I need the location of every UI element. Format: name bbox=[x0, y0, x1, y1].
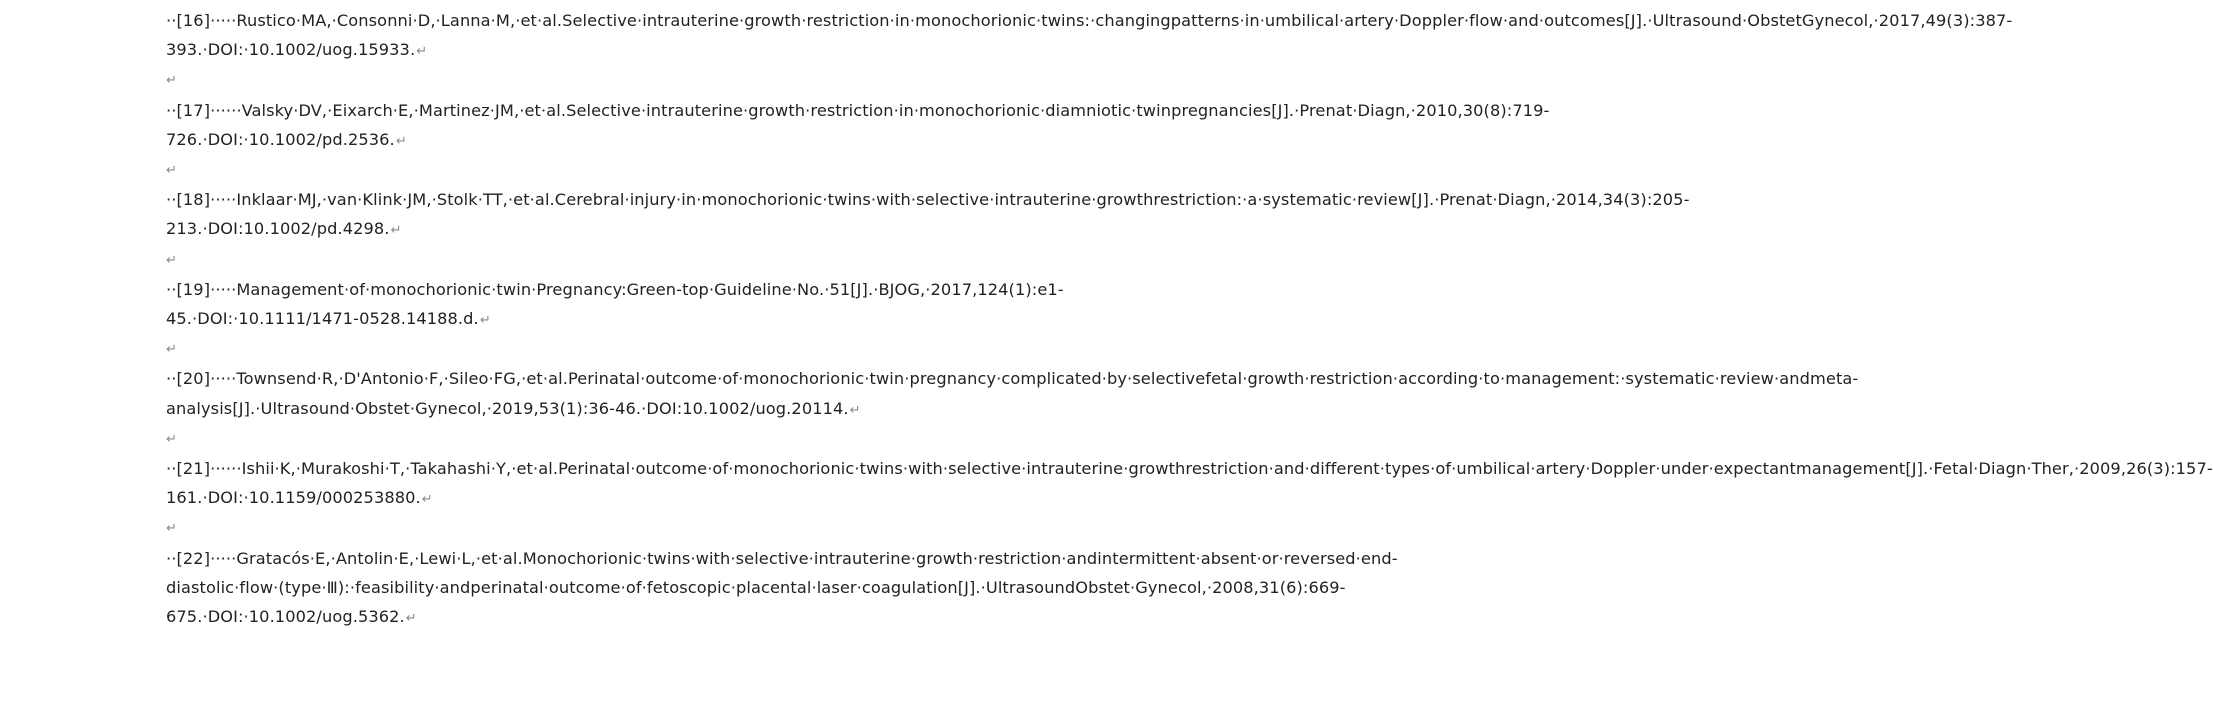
reference-list bbox=[166, 6, 2213, 633]
reference-text: ··[21]······Ishii·K,·Murakoshi·T,·Takahashi·Y,·et·al.Perinatal·outcome·of·monochorionic·twins·with·selective·intrauterine·growthrestriction·and·different·types·of·umbilical·artery·Doppler·under·expectantmanagement[J].·Fetal·Diagn·Ther,·2009,26(3):157-161.·DOI:·10.1159/000253880. bbox=[166, 458, 2213, 508]
empty-paragraph[interactable] bbox=[166, 156, 1152, 185]
reference-17[interactable] bbox=[166, 96, 1550, 156]
paragraph-mark-icon: ↵ bbox=[395, 133, 407, 149]
reference-text: ··[19]·····Management·of·monochorionic·twin·Pregnancy:Green-top·Guideline·No.·51[J].·BJOG,·2017,124(1):e1-45.·DOI:·10.1111/1471-0528.14188.d. bbox=[166, 279, 1064, 328]
paragraph-mark-icon: ↵ bbox=[479, 312, 491, 328]
paragraph-mark-icon: ↵ bbox=[166, 163, 177, 178]
reference-22[interactable] bbox=[166, 544, 1398, 634]
reference-text: ··[22]·····Gratacós·E,·Antolin·E,·Lewi·L,·et·al.Monochorionic·twins·with·selective·intrauterine·growth·restriction·andintermittent·absent·or·reversed·end-diastolic·flow·(type·Ⅲ):·feasibility·andperinatal·outcome·of·fetoscopic·placental·laser·coagulation[J].·UltrasoundObstet·Gynecol,·2008,31(6):669-675.·DOI:·10.1002/uog.5362. bbox=[166, 548, 1398, 626]
paragraph-mark-icon: ↵ bbox=[416, 44, 428, 60]
reference-19[interactable] bbox=[166, 275, 1152, 335]
empty-paragraph[interactable] bbox=[166, 246, 1152, 275]
empty-paragraph[interactable] bbox=[166, 66, 1152, 95]
paragraph-mark-icon: ↵ bbox=[166, 73, 177, 89]
reference-text: ··[18]·····Inklaar·MJ,·van·Klink·JM,·Stolk·TT,·et·al.Cerebral·injury·in·monochorionic·twins·with·selective·intrauterine·growthrestriction:·a·systematic·review[J].·Prenat·Diagn,·2014,34(3):205-213.·DOI:10.1002/pd.4298. bbox=[166, 190, 1690, 239]
empty-paragraph[interactable] bbox=[166, 335, 1152, 364]
paragraph-mark-icon: ↵ bbox=[166, 252, 177, 268]
reference-16[interactable] bbox=[166, 6, 2013, 66]
reference-text: ··[16]·····Rustico·MA,·Consonni·D,·Lanna·M,·et·al.Selective·intrauterine·growth·restriction·in·monochorionic·twins:·changingpatterns·in·umbilical·artery·Doppler·flow·and·outcomes[J].·Ultrasound·ObstetGynecol,·2017,49(3):387-393.·DOI:·10.1002/uog.15933. bbox=[166, 11, 2013, 60]
paragraph-mark-icon: ↵ bbox=[166, 431, 177, 447]
paragraph-mark-icon: ↵ bbox=[166, 342, 177, 358]
paragraph-mark-icon: ↵ bbox=[390, 223, 402, 239]
reference-20[interactable] bbox=[166, 364, 1859, 424]
paragraph-mark-icon: ↵ bbox=[405, 610, 417, 626]
paragraph-mark-icon: ↵ bbox=[166, 521, 177, 537]
reference-text: ··[17]······Valsky·DV,·Eixarch·E,·Martinez·JM,·et·al.Selective·intrauterine·growth·restriction·in·monochorionic·diamniotic·twinpregnancies[J].·Prenat·Diagn,·2010,30(8):719-726.·DOI:·10.1002/pd.2536. bbox=[166, 100, 1550, 149]
reference-21[interactable] bbox=[166, 454, 2213, 514]
empty-paragraph[interactable] bbox=[166, 514, 1152, 543]
reference-text: ··[20]·····Townsend·R,·D'Antonio·F,·Sileo·FG,·et·al.Perinatal·outcome·of·monochorionic·twin·pregnancy·complicated·by·selectivefetal·growth·restriction·according·to·management:·systematic·review·andmeta-analysis[J].·Ultrasound·Obstet·Gynecol,·2019,53(1):36-46.·DOI:10.1002/uog.20114. bbox=[166, 369, 1859, 418]
reference-18[interactable] bbox=[166, 185, 1690, 245]
empty-paragraph[interactable] bbox=[166, 425, 1152, 454]
paragraph-mark-icon: ↵ bbox=[849, 402, 861, 418]
paragraph-mark-icon: ↵ bbox=[421, 492, 433, 508]
